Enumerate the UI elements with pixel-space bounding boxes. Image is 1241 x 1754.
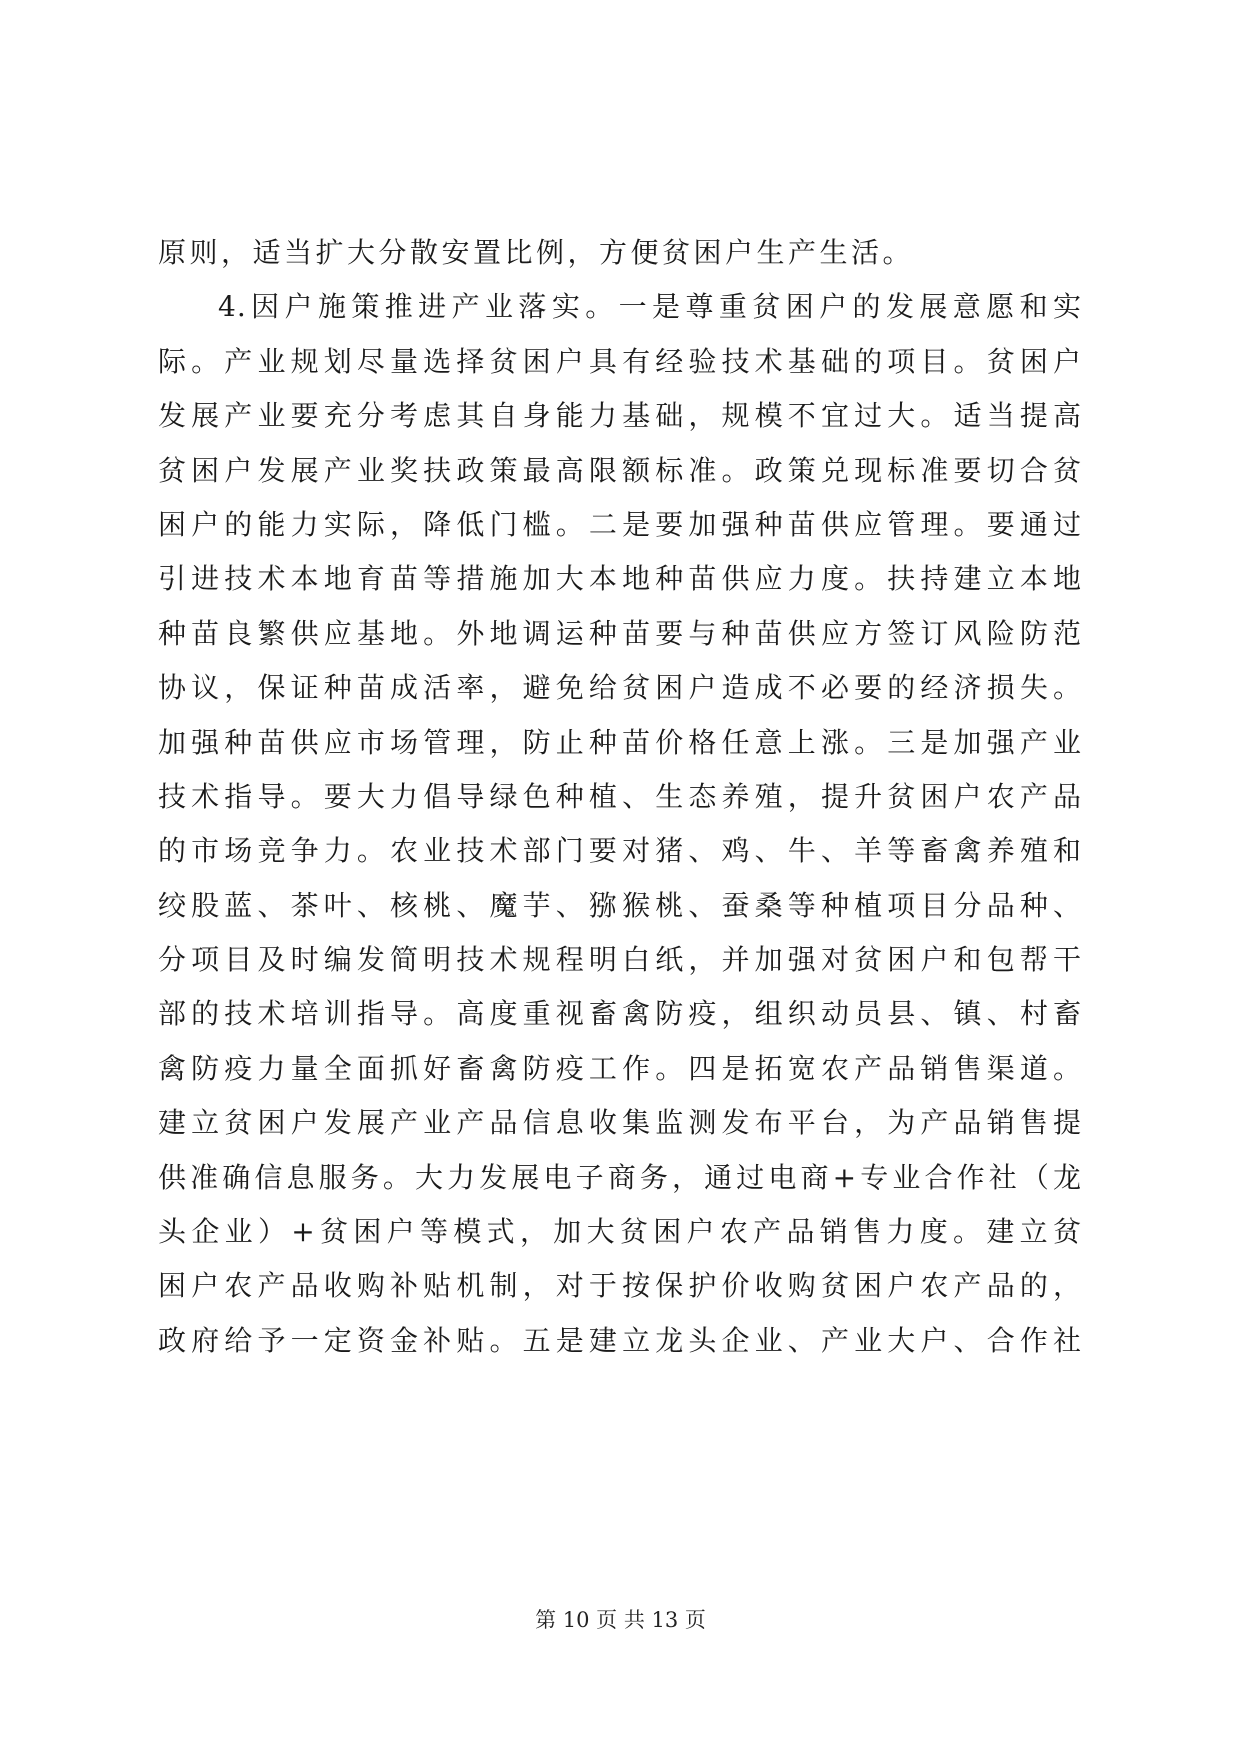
text-line: 原则，适当扩大分散安置比例，方便贫困户生产生活。 xyxy=(158,236,915,269)
text-line: 引进技术本地育苗等措施加大本地种苗供应力度。扶持建立本地 xyxy=(158,562,1082,596)
text-line: 分项目及时编发简明技术规程明白纸，并加强对贫困户和包帮干 xyxy=(158,943,1082,977)
text-line: 技术指导。要大力倡导绿色种植、生态养殖，提升贫困户农产品 xyxy=(158,779,1082,813)
text-line: 困户的能力实际，降低门槛。二是要加强种苗供应管理。要通过 xyxy=(158,507,1082,541)
text-line: 种苗良繁供应基地。外地调运种苗要与种苗供应方签订风险防范 xyxy=(158,616,1082,650)
text-line: 协议，保证种苗成活率，避免给贫困户造成不必要的经济损失。 xyxy=(158,671,1082,705)
text-line: 的市场竞争力。农业技术部门要对猪、鸡、牛、羊等畜禽养殖和 xyxy=(158,834,1082,868)
text-line: 头企业）+贫困户等模式，加大贫困户农产品销售力度。建立贫 xyxy=(158,1215,1082,1249)
text-line: 禽防疫力量全面抓好畜禽防疫工作。四是拓宽农产品销售渠道。 xyxy=(158,1051,1082,1085)
text-line: 发展产业要充分考虑其自身能力基础，规模不宜过大。适当提高 xyxy=(158,399,1082,433)
text-line: 加强种苗供应市场管理，防止种苗价格任意上涨。三是加强产业 xyxy=(158,725,1082,759)
text-line: 部的技术培训指导。高度重视畜禽防疫，组织动员县、镇、村畜 xyxy=(158,997,1082,1031)
body-text xyxy=(158,226,1082,1368)
text-line: 建立贫困户发展产业产品信息收集监测发布平台，为产品销售提 xyxy=(158,1106,1082,1140)
page-footer xyxy=(0,1604,1241,1634)
text-line: 政府给予一定资金补贴。五是建立龙头企业、产业大户、合作社 xyxy=(158,1323,1082,1357)
page-number-label: 第 10 页 共 13 页 xyxy=(535,1608,706,1632)
text-line: 际。产业规划尽量选择贫困户具有经验技术基础的项目。贫困户 xyxy=(158,344,1082,378)
text-line: 供准确信息服务。大力发展电子商务，通过电商+专业合作社（龙 xyxy=(158,1160,1082,1194)
text-line: 4.因户施策推进产业落实。一是尊重贫困户的发展意愿和实 xyxy=(218,290,1082,324)
text-line: 绞股蓝、茶叶、核桃、魔芋、猕猴桃、蚕桑等种植项目分品种、 xyxy=(158,888,1082,922)
text-line: 贫困户发展产业奖扶政策最高限额标准。政策兑现标准要切合贫 xyxy=(158,453,1082,487)
text-line: 困户农产品收购补贴机制，对于按保护价收购贫困户农产品的， xyxy=(158,1269,1082,1303)
